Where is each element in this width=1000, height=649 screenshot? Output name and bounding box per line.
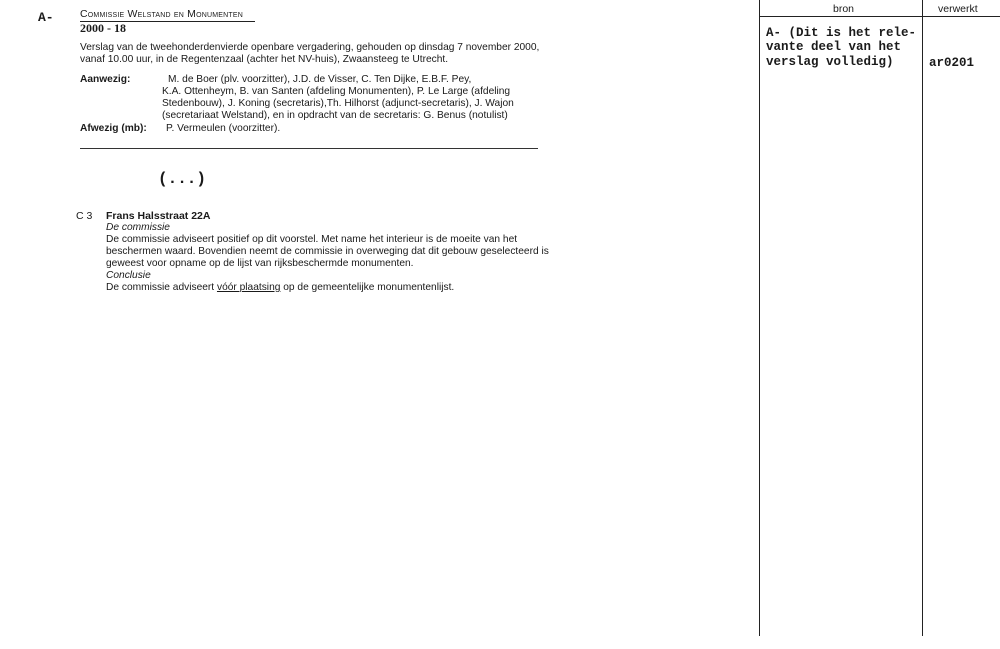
conclusion-underlined: vóór plaatsing (216, 282, 281, 293)
table-header-divider (759, 16, 1000, 17)
table-column-divider (759, 0, 760, 636)
present-line: M. de Boer (plv. voorzitter), J.D. de Visser, C. Ten Dijke, E.B.F. Pey, (168, 74, 472, 85)
item-subheading: Conclusie (106, 270, 151, 281)
column-header-bron: bron (833, 3, 855, 15)
conclusion-line (106, 282, 454, 293)
processed-reference: ar0201 (929, 56, 975, 70)
item-subheading: De commissie (106, 222, 170, 233)
intro-line: vanaf 10.00 uur, in de Regentenzaal (achter het NV-huis), Zwaansteeg te Utrecht. (80, 54, 449, 65)
source-note-line: A- (Dit is het rele- (766, 26, 917, 40)
item-title: Frans Halsstraat 22A (106, 210, 211, 222)
item-paragraph-line: geweest voor opname op de lijst van rijksbeschermde monumenten. (106, 258, 414, 269)
item-paragraph-line: De commissie adviseert positief op dit voorstel. Met name het interieur is de moeite van het (106, 234, 518, 245)
conclusion-text: De commissie adviseert (106, 282, 217, 293)
omission-marker: (...) (158, 170, 207, 188)
meeting-number: 2000 - 18 (80, 21, 126, 35)
absent-line: P. Vermeulen (voorzitter). (166, 123, 281, 134)
committee-name: Commissie Welstand en Monumenten (80, 8, 243, 20)
item-paragraph-line: beschermen waard. Bovendien neemt de commissie in overweging dat dit gebouw geselecteerd is (106, 246, 549, 257)
present-line: Stedenbouw), J. Koning (secretaris),Th. Hilhorst (adjunct-secretaris), J. Wajon (162, 98, 514, 109)
source-note-line: verslag volledig) (766, 55, 894, 69)
item-number: C 3 (76, 210, 93, 222)
conclusion-text: op de gemeentelijke monumentenlijst. (280, 282, 455, 293)
intro-line: Verslag van de tweehonderdenvierde openbare vergadering, gehouden op dinsdag 7 november 2000, (80, 42, 540, 53)
present-label: Aanwezig: (80, 74, 131, 85)
source-note-line: vante deel van het (766, 40, 902, 54)
header-divider (80, 148, 538, 149)
column-header-verwerkt: verwerkt (938, 3, 978, 15)
present-line: (secretariaat Welstand), en in opdracht van de secretaris: G. Benus (notulist) (162, 110, 508, 121)
absent-label: Afwezig (mb): (80, 123, 147, 134)
present-line: K.A. Ottenheym, B. van Santen (afdeling Monumenten), P. Le Large (afdeling (162, 86, 511, 97)
margin-marker: A- (38, 10, 54, 25)
table-column-divider (922, 0, 923, 636)
